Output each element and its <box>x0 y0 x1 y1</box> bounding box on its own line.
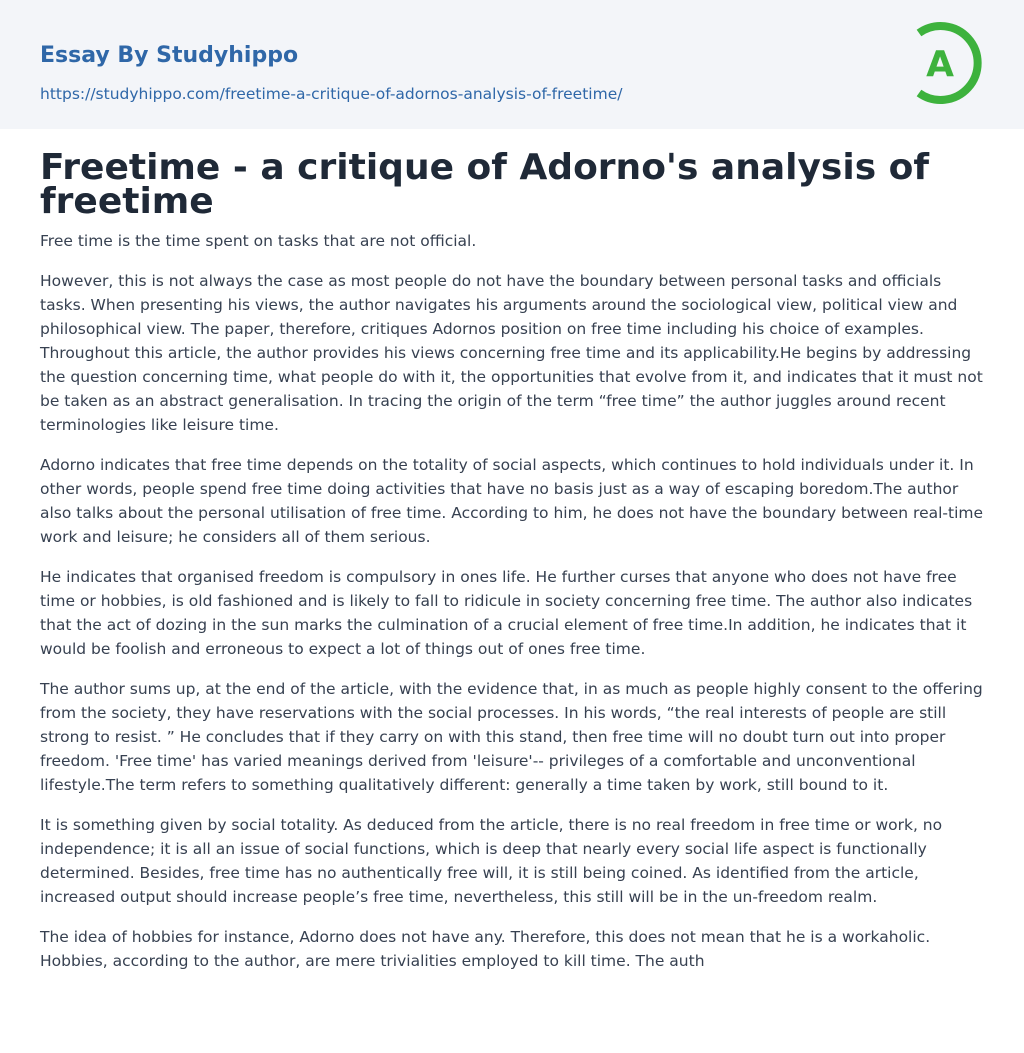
essay-paragraph: Free time is the time spent on tasks that are not official. <box>40 232 477 250</box>
essay-body <box>40 229 986 989</box>
site-title-link[interactable]: Essay By Studyhippo <box>40 43 299 68</box>
essay-title: Freetime - a critique of Adorno's analysis of freetime <box>40 147 930 222</box>
essay-paragraph: The author sums up, at the end of the article, with the evidence that, in as much as people highly consent to the offering from the society, they have reservations with the social processes. In his words, “the real interests of people are still strong to resist. ” He concludes that if they carry on with this stand, then free time will no doubt turn out into proper freedom. 'Free time' has varied meanings derived from 'leisure'-- privileges of a comfortable and unconventional lifestyle.The term refers to something qualitatively different: generally a time taken by work, still bound to it. <box>40 680 983 794</box>
logo-letter: A <box>926 44 954 85</box>
essay-url-link[interactable]: https://studyhippo.com/freetime-a-critique-of-adornos-analysis-of-freetime/ <box>40 85 623 103</box>
essay-paragraph: However, this is not always the case as most people do not have the boundary between personal tasks and officials tasks. When presenting his views, the author navigates his arguments around the sociological view, political view and philosophical view. The paper, therefore, critiques Adornos position on free time including his choice of examples. Throughout this article, the author provides his views concerning free time and its applicability.He begins by addressing the question concerning time, what people do with it, the opportunities that evolve from it, and indicates that it must not be taken as an abstract generalisation. In tracing the origin of the term “free time” the author juggles around recent terminologies like leisure time. <box>40 272 983 434</box>
essay-paragraph: Adorno indicates that free time depends on the totality of social aspects, which continues to hold individuals under it. In other words, people spend free time doing activities that have no basis just as a way of escaping boredom.The author also talks about the personal utilisation of free time. According to him, he does not have the boundary between real-time work and leisure; he considers all of them serious. <box>40 456 984 546</box>
essay-paragraph: The idea of hobbies for instance, Adorno does not have any. Therefore, this does not mean that he is a workaholic. Hobbies, according to the author, are mere trivialities employed to kill time. The auth <box>40 928 931 970</box>
essay-paragraph: He indicates that organised freedom is compulsory in ones life. He further curses that anyone who does not have free time or hobbies, is old fashioned and is likely to fall to ridicule in society concerning free time. The author also indicates that the act of dozing in the sun marks the culmination of a crucial element of free time.In addition, he indicates that it would be foolish and erroneous to expect a lot of things out of ones free time. <box>40 568 973 658</box>
essay-paragraph: It is something given by social totality. As deduced from the article, there is no real freedom in free time or work, no independence; it is all an issue of social functions, which is deep that nearly every social life aspect is functionally determined. Besides, free time has no authentically free will, it is still being coined. As identified from the article, increased output should increase people’s free time, nevertheless, this still will be in the un-freedom realm. <box>40 816 943 906</box>
